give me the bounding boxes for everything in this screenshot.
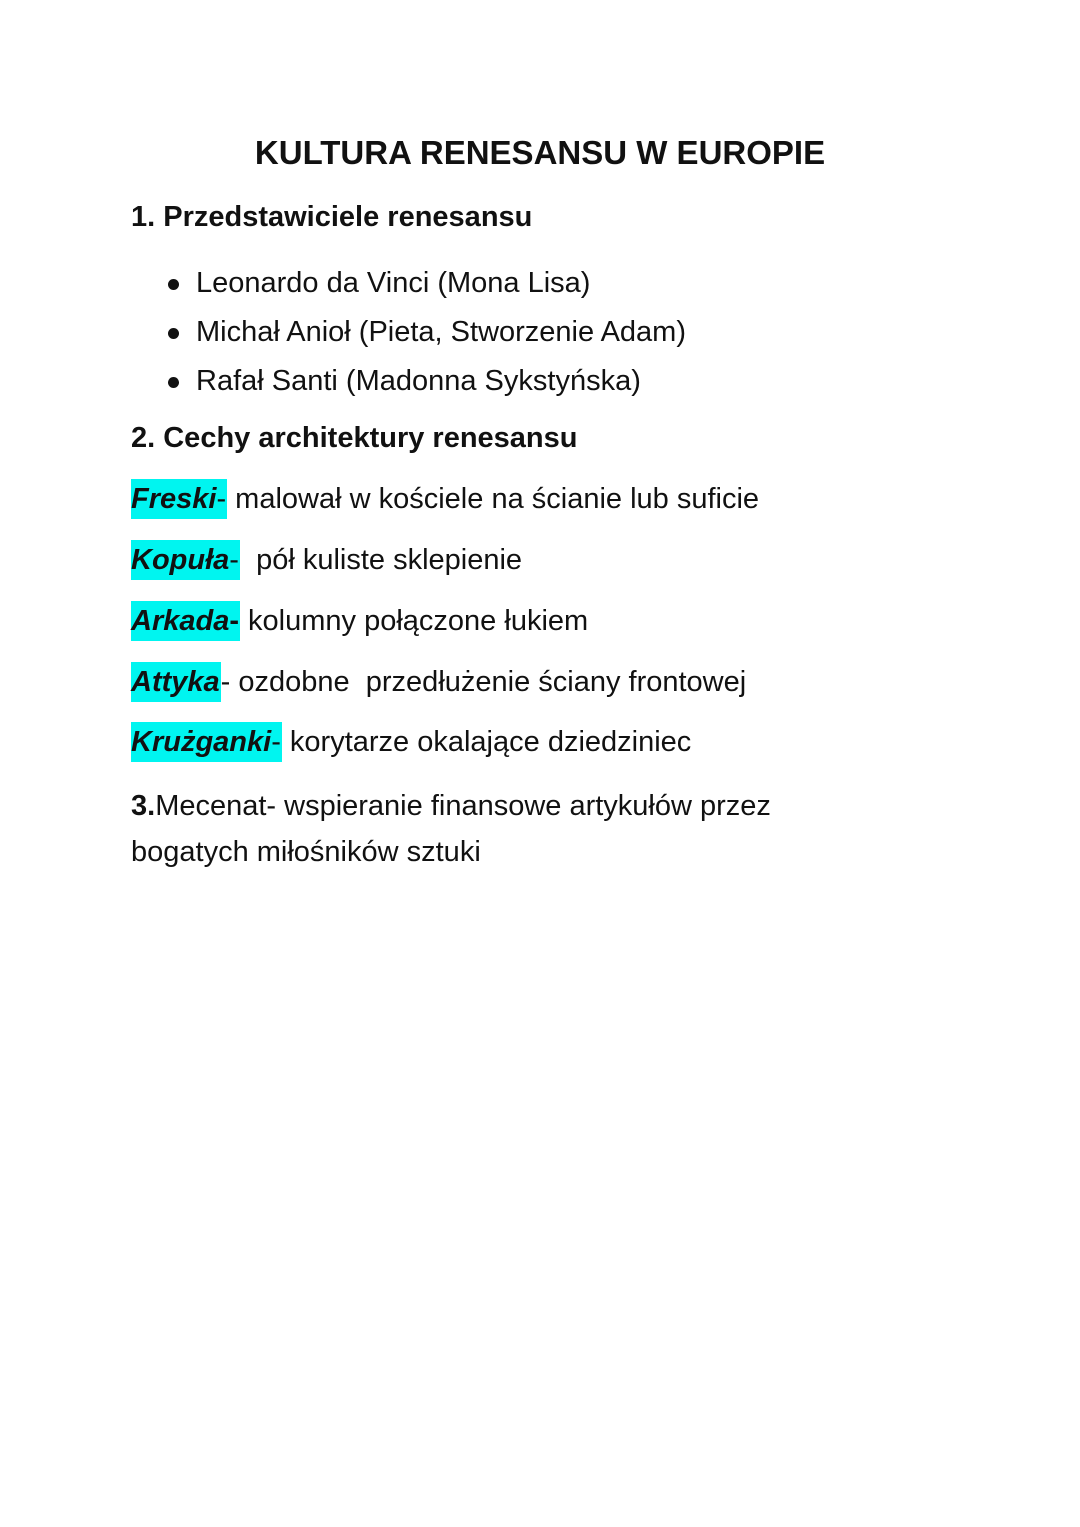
term-text: Kopuła <box>131 544 230 576</box>
definition-row-freski <box>131 479 759 519</box>
definition-text: ozdobne przedłużenie ściany frontowej <box>230 666 747 698</box>
highlighted-term <box>131 479 227 519</box>
term-text: Krużganki <box>131 726 272 758</box>
definition-text: korytarze okalające dziedziniec <box>281 726 692 758</box>
list-item <box>163 308 686 357</box>
definition-text: kolumny połączone łukiem <box>240 605 589 637</box>
term-text: Arkada <box>131 605 230 637</box>
bullet-icon <box>168 328 179 339</box>
definition-row-attyka <box>131 662 746 702</box>
section-mecenat <box>131 783 891 875</box>
definition-row-arkada <box>131 601 588 641</box>
highlighted-term <box>131 662 221 702</box>
list-item-text: Michał Anioł (Pieta, Stworzenie Adam) <box>196 316 686 348</box>
section-heading-representatives: 1. Przedstawiciele renesansu <box>131 201 533 233</box>
highlighted-term <box>131 601 240 641</box>
term-text: Attyka <box>131 666 220 698</box>
bullet-icon <box>168 377 179 388</box>
term-separator: - <box>229 544 239 576</box>
highlighted-term <box>131 722 282 762</box>
definition-text: pół kuliste sklepienie <box>239 544 523 576</box>
definition-row-kruzganki <box>131 722 691 762</box>
section-heading-architecture: 2. Cechy architektury renesansu <box>131 422 578 454</box>
term-separator: - <box>271 726 281 758</box>
term-separator: - <box>220 666 231 698</box>
term-separator: - <box>216 483 227 515</box>
section-mecenat-text: Mecenat- wspieranie finansowe artykułów przez bogatych miłośników sztuki <box>131 790 771 868</box>
list-item-text: Rafał Santi (Madonna Sykstyńska) <box>196 365 641 397</box>
document-title: KULTURA RENESANSU W EUROPIE <box>254 134 826 171</box>
term-separator: - <box>229 605 239 637</box>
definition-text: malował w kościele na ścianie lub suficie <box>227 483 760 515</box>
bullet-icon <box>168 279 179 290</box>
list-item-text: Leonardo da Vinci (Mona Lisa) <box>196 267 591 299</box>
section-number: 3. <box>131 790 156 822</box>
list-item <box>163 357 686 406</box>
list-item <box>163 259 686 308</box>
highlighted-term <box>131 540 240 580</box>
definition-row-kopula <box>131 540 522 580</box>
representatives-list <box>163 259 686 406</box>
term-text: Freski <box>131 483 217 515</box>
